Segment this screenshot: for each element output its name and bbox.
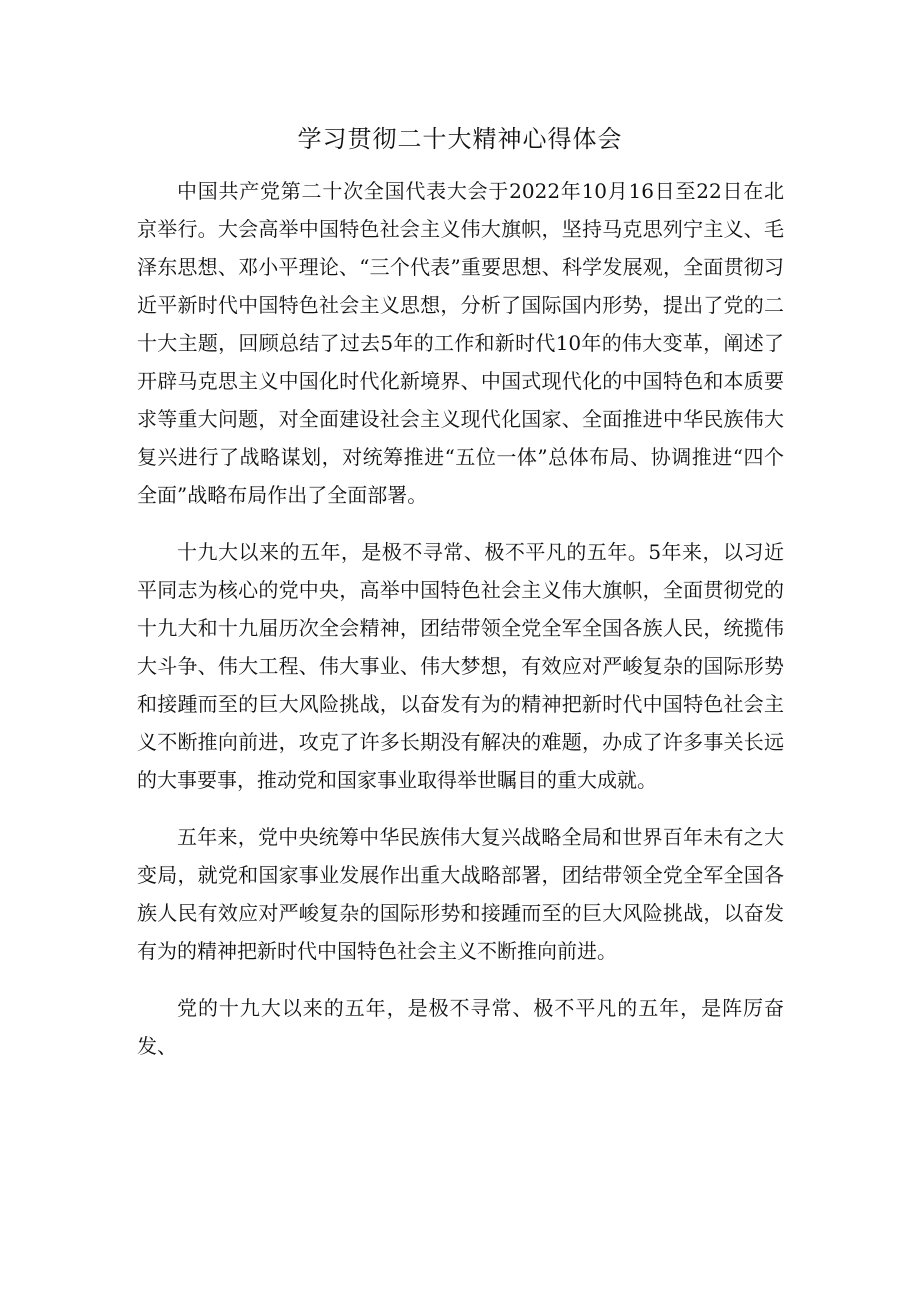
document-title: 学习贯彻二十大精神心得体会: [297, 125, 623, 153]
document-body: [137, 172, 784, 1084]
paragraph-3: 五年来，党中央统筹中华民族伟大复兴战略全局和世界百年未有之大变局，就党和国家事业发展作出重大战略部署，团结带领全党全军全国各族人民有效应对严峻复杂的国际形势和接踵而至的巨大风险挑战，以奋发有为的精神把新时代中国特色社会主义不断推向前进。: [137, 825, 784, 963]
paragraph-1: 中国共产党第二十次全国代表大会于2022年10月16日至22日在北京举行。大会高举中国特色社会主义伟大旗帜，坚持马克思列宁主义、毛泽东思想、邓小平理论、“三个代表”重要思想、科学发展观，全面贯彻习近平新时代中国特色社会主义思想，分析了国际国内形势，提出了党的二十大主题，回顾总结了过去5年的工作和新时代10年的伟大变革，阐述了开辟马克思主义中国化时代化新境界、中国式现代化的中国特色和本质要求等重大问题，对全面建设社会主义现代化国家、全面推进中华民族伟大复兴进行了战略谋划，对统筹推进“五位一体”总体布局、协调推进“四个全面”战略布局作出了全面部署。: [137, 179, 784, 507]
paragraph-4: 党的十九大以来的五年，是极不寻常、极不平凡的五年，是阵厉奋发、: [137, 996, 784, 1058]
paragraph-2: 十九大以来的五年，是极不寻常、极不平凡的五年。5年来，以习近平同志为核心的党中央，高举中国特色社会主义伟大旗帜，全面贯彻党的十九大和十九届历次全会精神，团结带领全党全军全国各族人民，统揽伟大斗争、伟大工程、伟大事业、伟大梦想，有效应对严峻复杂的国际形势和接踵而至的巨大风险挑战，以奋发有为的精神把新时代中国特色社会主义不断推向前进，攻克了许多长期没有解决的难题，办成了许多事关长远的大事要事，推动党和国家事业取得举世瞩目的重大成就。: [137, 540, 784, 792]
